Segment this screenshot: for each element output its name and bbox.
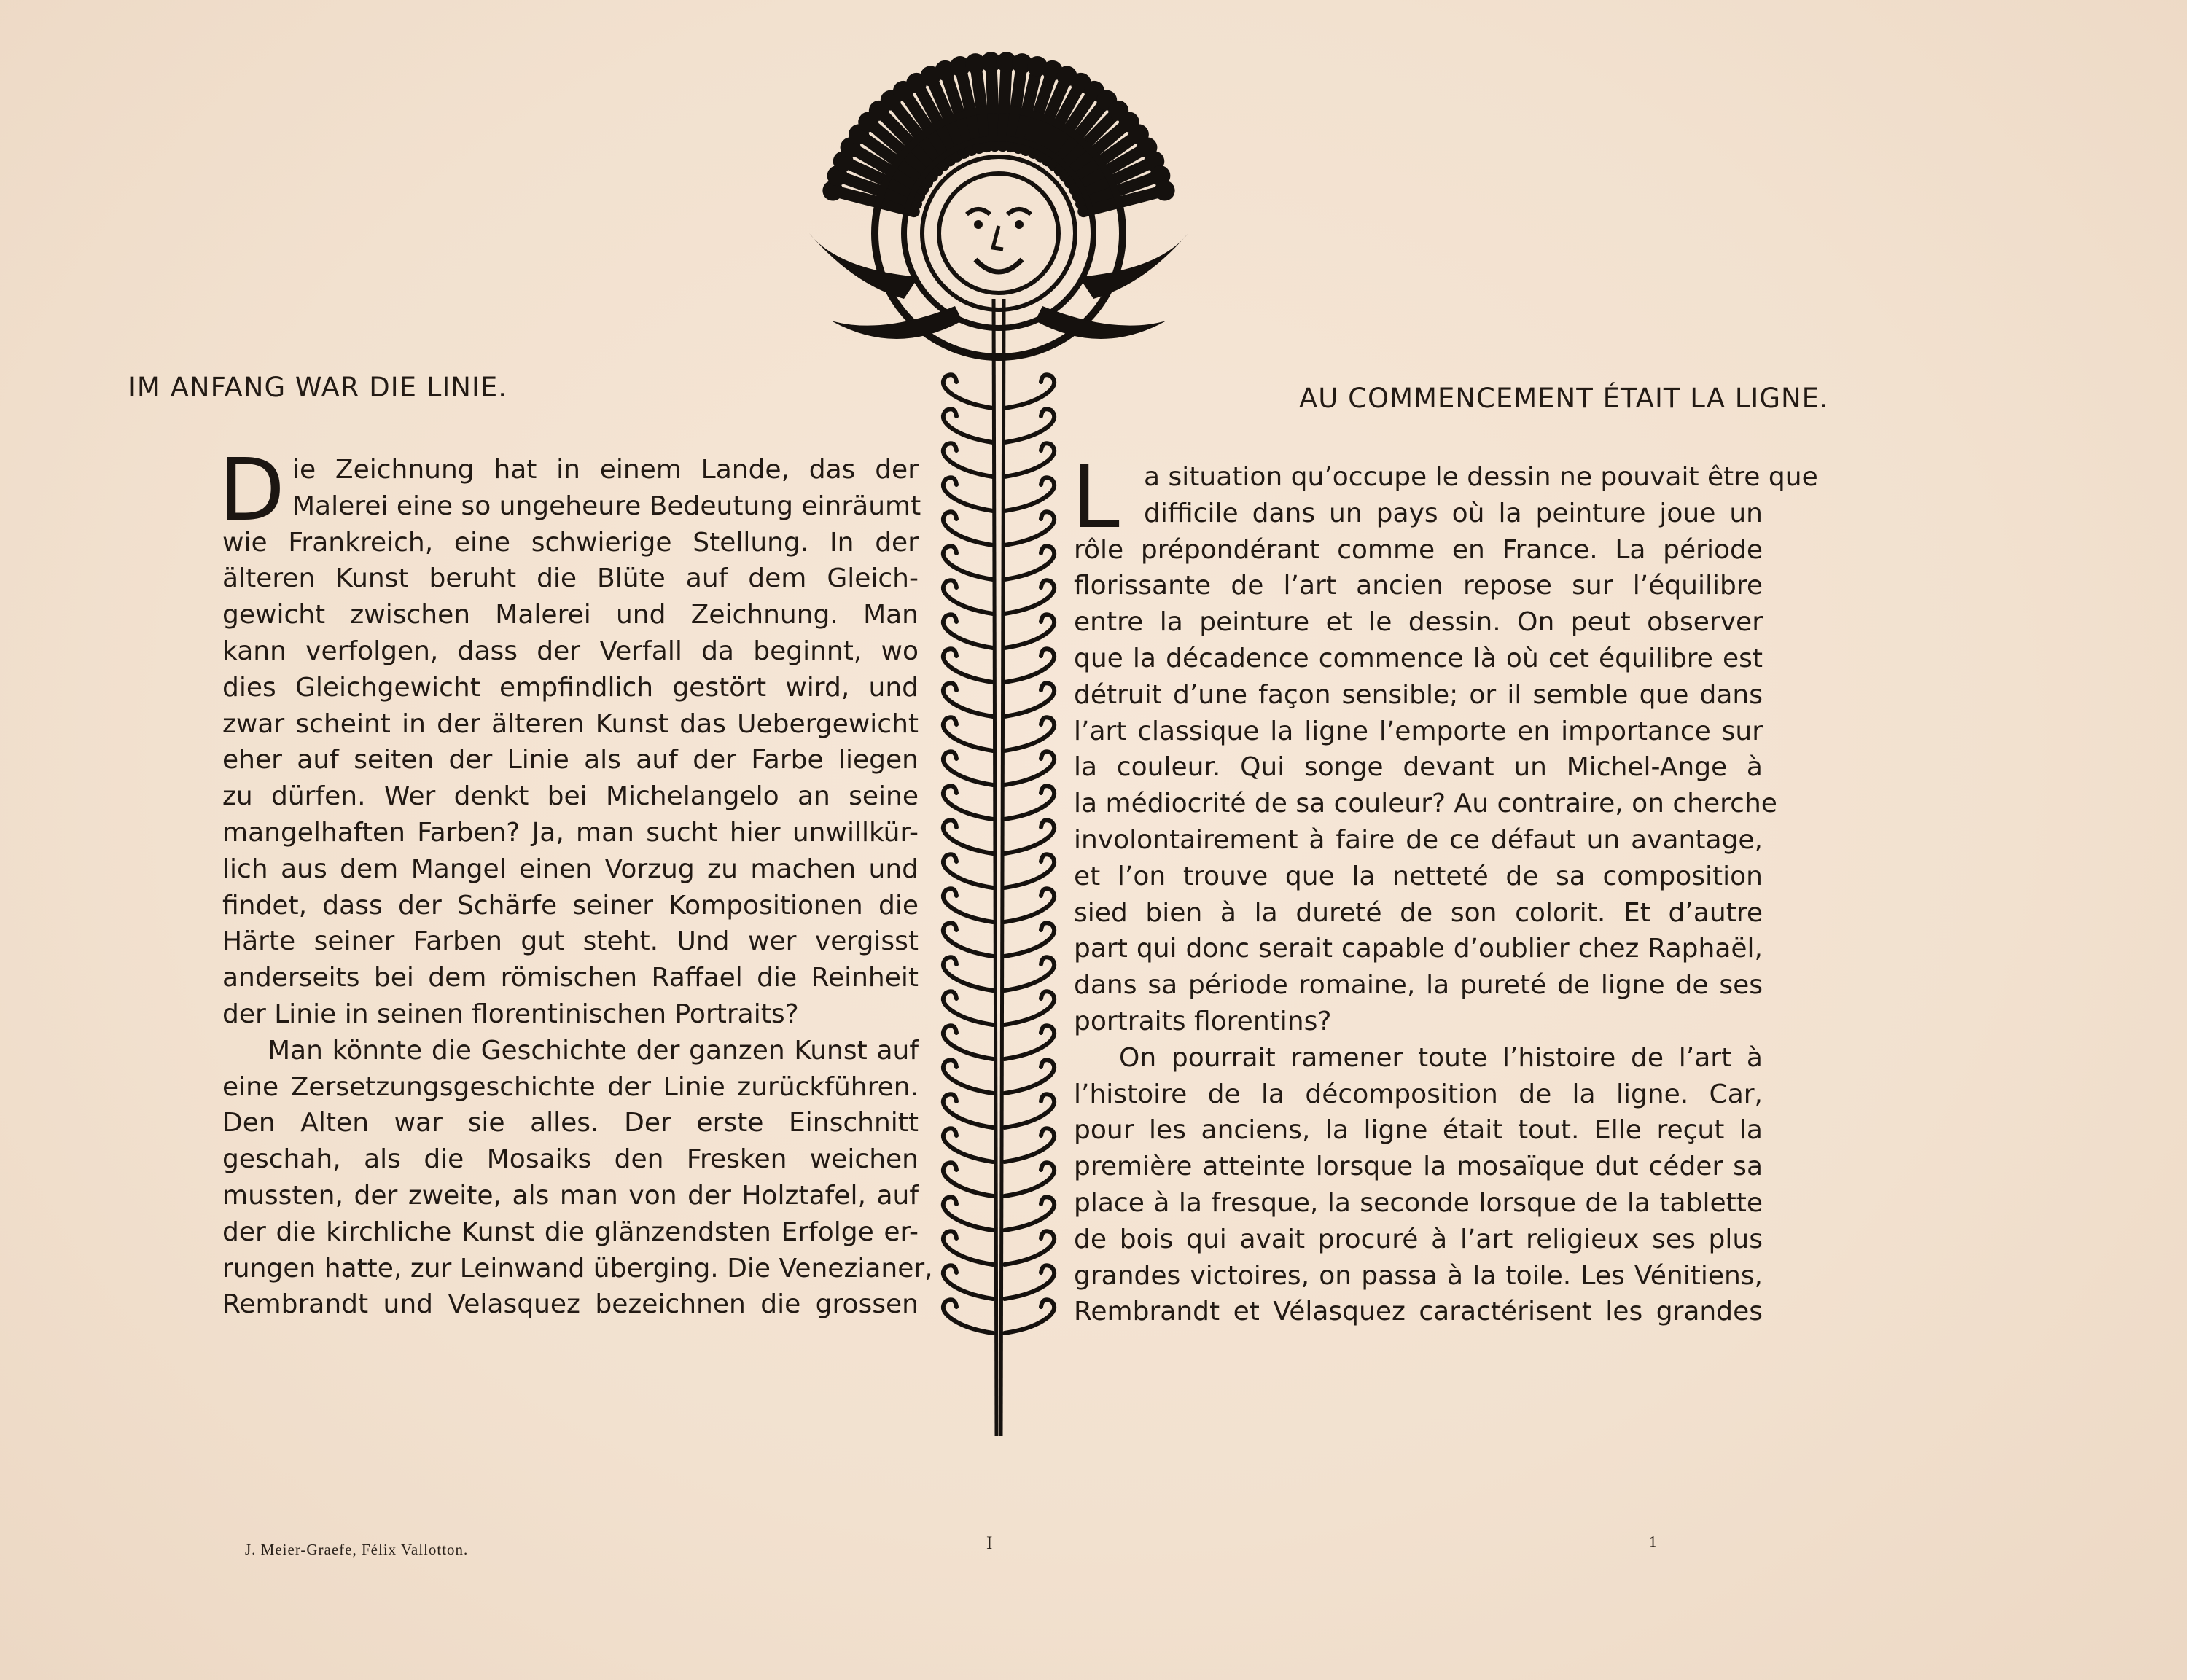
text-line: dies Gleichgewicht empfindlich gestört wird, und bbox=[222, 672, 919, 703]
text-line: der die kirchliche Kunst die glänzendsten Erfolge er- bbox=[222, 1216, 919, 1247]
text-line: gewicht zwischen Malerei und Zeichnung. Man bbox=[222, 600, 919, 630]
text-line: et l’on trouve que la netteté de sa composition bbox=[1074, 861, 1763, 891]
german-drop-cap: D bbox=[219, 439, 285, 540]
german-heading: IM ANFANG WAR DIE LINIE. bbox=[128, 372, 508, 403]
text-line: sied bien à la dureté de son colorit. Et d’autre bbox=[1074, 897, 1763, 928]
text-line: florissante de l’art ancien repose sur l’équilibre bbox=[1074, 571, 1763, 601]
text-line: détruit d’une façon sensible; or il semble que dans bbox=[1074, 679, 1763, 710]
french-drop-cap: L bbox=[1072, 447, 1120, 547]
text-line: place à la fresque, la seconde lorsque de la tablette bbox=[1074, 1187, 1763, 1218]
text-line: mangelhaften Farben? Ja, man sucht hier unwillkür- bbox=[222, 817, 919, 848]
text-line: a situation qu’occupe le dessin ne pouvait être que bbox=[1144, 462, 1818, 492]
text-line: anderseits bei dem römischen Raffael die Reinheit bbox=[222, 963, 919, 993]
text-line: portraits florentins? bbox=[1074, 1006, 1332, 1036]
text-line: kann verfolgen, dass der Verfall da beginnt, wo bbox=[222, 636, 919, 666]
text-line: l’art classique la ligne l’emporte en importance sur bbox=[1074, 716, 1763, 746]
text-line: Den Alten war sie alles. Der erste Einschnitt bbox=[222, 1108, 919, 1138]
french-heading: AU COMMENCEMENT ÉTAIT LA LIGNE. bbox=[1299, 383, 1829, 414]
text-line: Man könnte die Geschichte der ganzen Kunst auf bbox=[268, 1035, 919, 1066]
text-line: geschah, als die Mosaiks den Fresken weichen bbox=[222, 1144, 919, 1175]
footer-roman-numeral: I bbox=[986, 1534, 993, 1553]
text-line: rôle prépondérant comme en France. La période bbox=[1074, 534, 1763, 565]
text-line: eher auf seiten der Linie als auf der Farbe liegen bbox=[222, 745, 919, 775]
page-number: 1 bbox=[1649, 1533, 1657, 1550]
footer-author: J. Meier-Graefe, Félix Vallotton. bbox=[245, 1541, 469, 1558]
text-line: l’histoire de la décomposition de la ligne. Car, bbox=[1074, 1079, 1763, 1109]
text-line: zwar scheint in der älteren Kunst das Uebergewicht bbox=[222, 708, 919, 739]
text-line: lich aus dem Mangel einen Vorzug zu machen und bbox=[222, 853, 919, 884]
text-line: eine Zersetzungsgeschichte der Linie zurückführen. bbox=[222, 1071, 919, 1102]
text-line: entre la peinture et le dessin. On peut observer bbox=[1074, 607, 1763, 638]
text-line: wie Frankreich, eine schwierige Stellung. In der bbox=[222, 527, 919, 558]
text-line: Rembrandt et Vélasquez caractérisent les grandes bbox=[1074, 1297, 1763, 1327]
text-line: part qui donc serait capable d’oublier chez Raphaël, bbox=[1074, 934, 1763, 964]
text-line: difficile dans un pays où la peinture joue un bbox=[1144, 498, 1763, 528]
text-line: dans sa période romaine, la pureté de ligne de ses bbox=[1074, 970, 1763, 1001]
sun-face-feather-ornament-icon bbox=[765, 51, 1232, 1450]
text-line: la médiocrité de sa couleur? Au contraire, on cherche bbox=[1074, 789, 1777, 819]
text-line: ie Zeichnung hat in einem Lande, das der bbox=[292, 455, 919, 485]
text-line: pour les anciens, la ligne était tout. Elle reçut la bbox=[1074, 1115, 1763, 1146]
text-line: que la décadence commence là où cet équilibre est bbox=[1074, 643, 1763, 673]
text-line: grandes victoires, on passa à la toile. Les Vénitiens, bbox=[1074, 1260, 1763, 1291]
text-line: première atteinte lorsque la mosaïque dut céder sa bbox=[1074, 1152, 1763, 1182]
text-line: mussten, der zweite, als man von der Holztafel, auf bbox=[222, 1180, 919, 1211]
text-line: zu dürfen. Wer denkt bei Michelangelo an seine bbox=[222, 781, 919, 812]
text-line: Malerei eine so ungeheure Bedeutung einräumt bbox=[292, 491, 921, 521]
text-line: findet, dass der Schärfe seiner Kompositionen die bbox=[222, 890, 919, 921]
text-line: la couleur. Qui songe devant un Michel-Ange à bbox=[1074, 752, 1763, 783]
text-line: On pourrait ramener toute l’histoire de l’art à bbox=[1119, 1042, 1763, 1073]
text-line: de bois qui avait procuré à l’art religieux ses plus bbox=[1074, 1224, 1763, 1254]
text-line: Rembrandt und Velasquez bezeichnen die grossen bbox=[222, 1289, 919, 1320]
text-line: älteren Kunst beruht die Blüte auf dem Gleich- bbox=[222, 563, 919, 594]
text-line: der Linie in seinen florentinischen Portraits? bbox=[222, 999, 799, 1029]
text-line: involontairement à faire de ce défaut un avantage, bbox=[1074, 824, 1763, 855]
text-line: Härte seiner Farben gut steht. Und wer vergisst bbox=[222, 926, 919, 957]
text-line: rungen hatte, zur Leinwand überging. Die Venezianer, bbox=[222, 1253, 933, 1284]
